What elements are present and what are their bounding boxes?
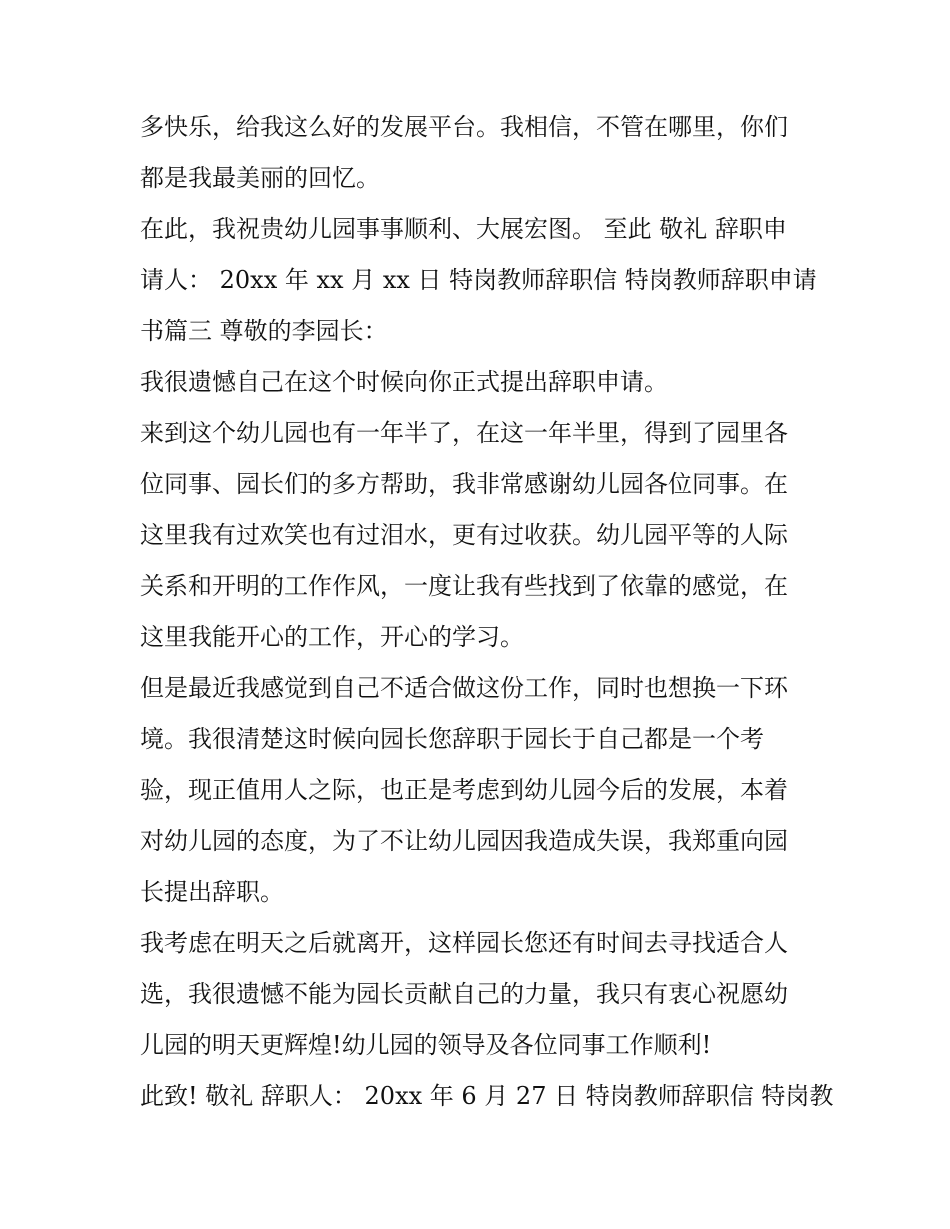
text-line: 选，我很遗憾不能为园长贡献自己的力量，我只有衷心祝愿幼 [140,980,788,1008]
text-line: 多快乐，给我这么好的发展平台。我相信，不管在哪里，你们 [140,113,788,141]
body-text [140,102,834,1122]
text-line: 在此，我祝贵幼儿园事事顺利、大展宏图。 至此 敬礼 辞职申 [140,215,787,243]
text-line: 此致! 敬礼 辞职人： 20xx 年 6 月 27 日 特岗教师辞职信 特岗教 [140,1082,834,1110]
text-line: 长提出辞职。 [140,878,284,906]
text-line: 儿园的明天更辉煌!幼儿园的领导及各位同事工作顺利! [140,1031,712,1059]
text-line: 这里我有过欢笑也有过泪水，更有过收获。幼儿园平等的人际 [140,521,788,549]
text-line: 位同事、园长们的多方帮助，我非常感谢幼儿园各位同事。在 [140,470,788,498]
text-line: 对幼儿园的态度，为了不让幼儿园因我造成失误，我郑重向园 [140,827,788,855]
text-line: 书篇三 尊敬的李园长： [140,317,388,345]
text-line: 我考虑在明天之后就离开，这样园长您还有时间去寻找适合人 [140,929,788,957]
text-line: 来到这个幼儿园也有一年半了，在这一年半里，得到了园里各 [140,419,788,447]
text-line: 境。我很清楚这时候向园长您辞职于园长于自己都是一个考 [140,725,764,753]
text-line: 但是最近我感觉到自己不适合做这份工作，同时也想换一下环 [140,674,788,702]
text-line: 请人： 20xx 年 xx 月 xx 日 特岗教师辞职信 特岗教师辞职申请 [140,266,817,294]
text-line: 这里我能开心的工作，开心的学习。 [140,623,524,651]
text-line: 都是我最美丽的回忆。 [140,164,380,192]
text-line: 验，现正值用人之际，也正是考虑到幼儿园今后的发展，本着 [140,776,788,804]
text-line: 关系和开明的工作作风，一度让我有些找到了依靠的感觉，在 [140,572,788,600]
text-line: 我很遗憾自己在这个时候向你正式提出辞职申请。 [140,368,668,396]
